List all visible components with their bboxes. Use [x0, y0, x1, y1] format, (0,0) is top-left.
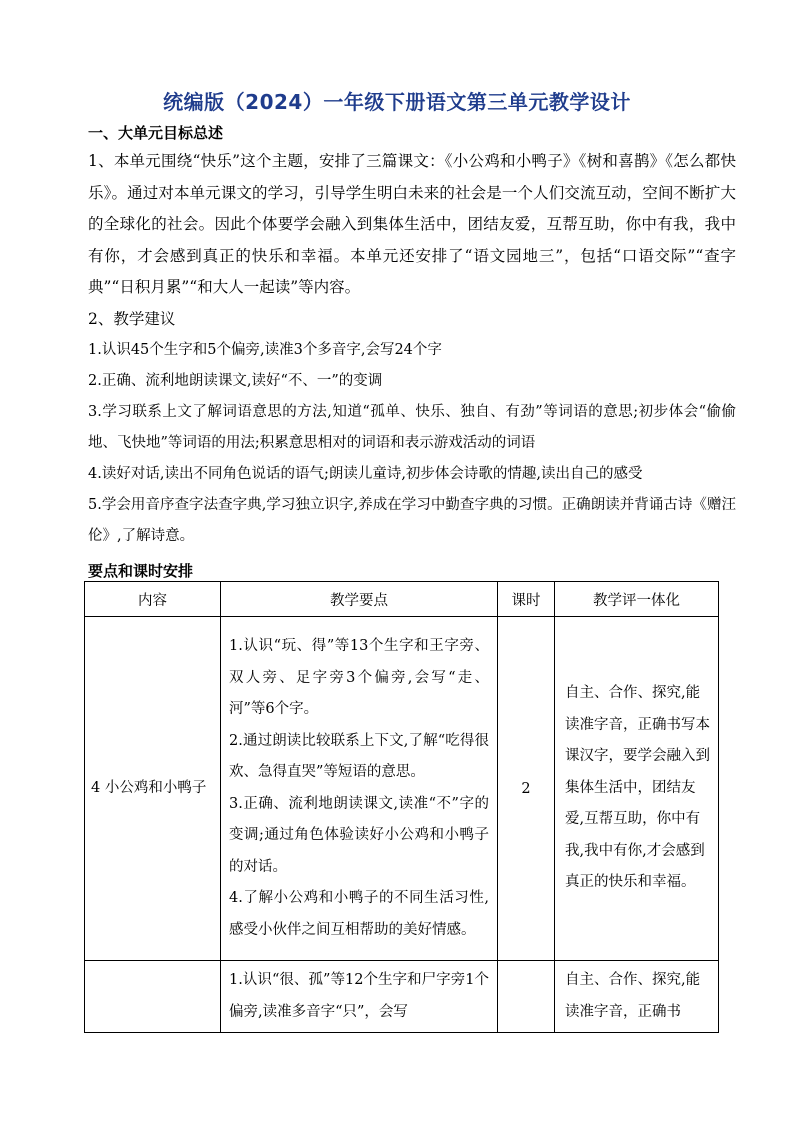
point-item: 1.认识“玩、得”等13个生字和王字旁、双人旁、足字旁3个偏旁,会写“走、河”等6个字。: [229, 638, 489, 717]
header-points: 教学要点: [221, 582, 498, 617]
lesson-name: [85, 961, 221, 1033]
document-title: 统编版（2024）一年级下册语文第三单元教学设计: [163, 90, 631, 114]
table-header-row: [85, 582, 719, 617]
lesson-evaluation: 自主、合作、探究,能读准字音，正确书写本课汉字，要学会融入到集体生活中，团结友爱,互帮互助，你中有我,我中有你,才会感到真正的快乐和幸福。: [555, 617, 719, 961]
table-row: [85, 617, 719, 961]
intro-paragraph: 1、本单元围绕“快乐”这个主题，安排了三篇课文：《小公鸡和小鸭子》《树和喜鹊》《怎么都快乐》。通过对本单元课文的学习，引导学生明白未来的社会是一个人们交流互动，空间不断扩大的全球化的社会。因此个体要学会融入到集体生活中，团结友爱，互帮互助，你中有我，我中有你，才会感到真正的快乐和幸福。本单元还安排了“语文园地三”，包括“口语交际”“查字典”“日积月累”“和大人一起读”等内容。: [88, 152, 736, 296]
header-content: 内容: [85, 582, 221, 617]
lesson-points: [221, 961, 498, 1033]
suggestion-item: 4.读好对话,读出不同角色说话的语气;朗读儿童诗,初步体会诗歌的情趣,读出自己的感受: [88, 466, 643, 482]
unit-overview: [88, 120, 736, 584]
suggestion-item: 1.认识45个生字和5个偏旁,读准3个多音字,会写24个字: [88, 342, 442, 358]
header-hours: 课时: [498, 582, 555, 617]
point-item: 2.通过朗读比较联系上下文,了解“吃得很欢、急得直哭”等短语的意思。: [229, 732, 489, 780]
section-heading-goals: 一、大单元目标总述: [88, 124, 224, 142]
suggestion-item: 3.学习联系上文了解词语意思的方法,知道“孤单、快乐、独自、有劲”等词语的意思;初步体会“偷偷地、飞快地”等词语的用法;积累意思相对的词语和表示游戏活动的词语: [88, 404, 736, 451]
point-item: 1.认识“很、孤”等12个生字和尸字旁1个偏旁,读准多音字“只”，会写: [229, 972, 489, 1020]
lesson-points: [221, 617, 498, 961]
point-item: 4.了解小公鸡和小鸭子的不同生活习性,感受小伙伴之间互相帮助的美好情感。: [229, 890, 489, 938]
section-heading-schedule: 要点和课时安排: [88, 562, 194, 580]
lesson-evaluation: 自主、合作、探究,能读准字音，正确书: [555, 961, 719, 1033]
header-evaluation: 教学评一体化: [555, 582, 719, 617]
lesson-hours: 2: [498, 617, 555, 961]
lesson-hours: [498, 961, 555, 1033]
lesson-name: 4 小公鸡和小鸭子: [85, 617, 221, 961]
suggestions-label: 2、教学建议: [88, 309, 176, 328]
point-item: 3.正确、流利地朗读课文,读准“不”字的变调;通过角色体验读好小公鸡和小鸭子的对话。: [229, 795, 489, 875]
table-row: [85, 961, 719, 1033]
suggestion-item: 5.学会用音序查字法查字典,学习独立识字,养成在学习中勤查字典的习惯。正确朗读并背诵古诗《赠汪伦》,了解诗意。: [88, 497, 736, 544]
schedule-table: [84, 581, 719, 1033]
suggestion-item: 2.正确、流利地朗读课文,读好“不、一”的变调: [88, 373, 383, 389]
